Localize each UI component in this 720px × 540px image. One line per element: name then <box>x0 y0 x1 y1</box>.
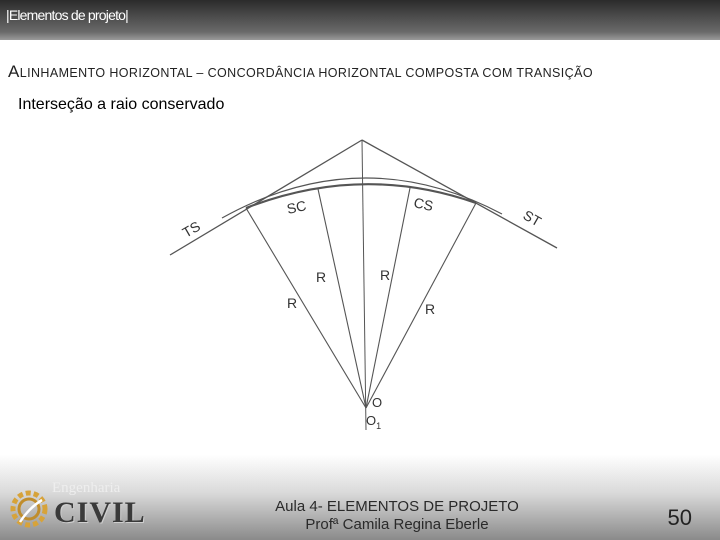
logo-main-text: CIVIL <box>54 496 146 529</box>
circular-arc <box>246 184 476 208</box>
page-number: 50 <box>667 505 692 530</box>
curve-diagram <box>150 130 570 440</box>
radius-outer-left <box>246 208 366 408</box>
footer-course: Aula 4- ELEMENTOS DE PROJETO <box>275 498 519 515</box>
radius-outer-right <box>366 203 476 408</box>
label-o1-main: O <box>366 413 377 428</box>
tangent-right <box>362 140 557 248</box>
label-o: O <box>372 395 383 410</box>
slide-heading <box>8 62 593 82</box>
radius-inner-left <box>318 189 366 408</box>
header-title: |Elementos de projeto| <box>6 7 128 23</box>
logo-top-text: Engenharia <box>52 480 121 496</box>
label-cs: CS <box>412 194 435 214</box>
heading-text: LINHAMENTO HORIZONTAL – CONCORDÂNCIA HORIZONTAL COMPOSTA COM TRANSIÇÃO <box>19 66 593 80</box>
label-o1-sub: 1 <box>376 421 382 431</box>
header-bar <box>0 0 720 40</box>
heading-initial: A <box>8 62 20 81</box>
label-r-inner-left: R <box>316 269 327 285</box>
label-o1 <box>366 413 381 431</box>
slide-subtitle: Interseção a raio conservado <box>18 96 225 113</box>
label-r-outer-left: R <box>287 295 298 311</box>
footer-professor: Profª Camila Regina Eberle <box>305 516 489 533</box>
label-sc: SC <box>285 197 308 217</box>
label-r-inner-right: R <box>380 267 391 283</box>
radius-inner-right <box>366 188 410 408</box>
label-ts: TS <box>179 217 203 241</box>
label-r-outer-right: R <box>425 301 436 317</box>
label-st: ST <box>520 206 544 230</box>
